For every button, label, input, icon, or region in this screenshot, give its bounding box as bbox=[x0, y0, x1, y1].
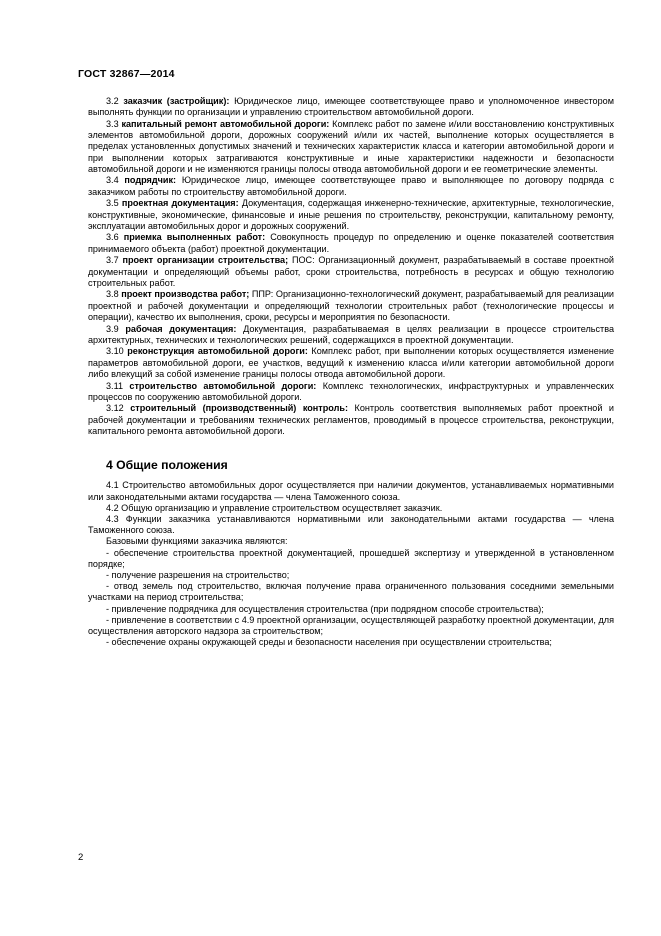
list-item: - обеспечение строительства проектной документацией, прошедшей экспертизу и утвержденной в установленном порядке; bbox=[88, 547, 614, 569]
term-number: 3.3 bbox=[106, 118, 119, 129]
term-3-4 bbox=[88, 175, 614, 197]
term-name: рабочая документация: bbox=[125, 323, 237, 334]
term-definition: Документация, содержащая инженерно-технические, архитектурные, технологические, конструктивные, экономические, финансовые и иные решения по строительству, реконструкции, капитальному ремонту, эксплуатации автомобильных дорог и дорожных сооружений. bbox=[88, 198, 615, 231]
term-3-9 bbox=[88, 324, 614, 346]
term-number: 3.7 bbox=[106, 255, 119, 266]
term-name: реконструкция автомобильной дороги: bbox=[127, 346, 308, 357]
term-name: строительный (производственный) контроль: bbox=[130, 403, 349, 414]
term-number: 3.8 bbox=[106, 289, 119, 300]
term-number: 3.10 bbox=[106, 346, 124, 357]
term-definition: ПОС: Организационный документ, разрабатываемый в составе проектной документации и определяющий объемы работ, сроки строительства, потребность в ресурсах и общую технологию строительных работ. bbox=[88, 255, 614, 288]
paragraph-4-2: 4.2 Общую организацию и управление строительством осуществляет заказчик. bbox=[106, 502, 443, 513]
term-name: заказчик (застройщик): bbox=[123, 96, 230, 106]
list-item: - обеспечение охраны окружающей среды и безопасности населения при осуществлении строительства; bbox=[106, 637, 552, 648]
section-4-body bbox=[88, 480, 614, 648]
term-definition: Юридическое лицо, имеющее соответствующее право и уполномоченное инвестором выполнять функции по организации и управлению строительством автомобильной дороги. bbox=[88, 96, 614, 118]
term-3-12 bbox=[88, 403, 614, 437]
list-item: - отвод земель под строительство, включая получение права ограниченного пользования соседними земельными участками на период строительства; bbox=[88, 581, 614, 603]
page-number: 2 bbox=[78, 852, 84, 863]
term-3-2 bbox=[88, 96, 614, 118]
document-body bbox=[88, 96, 614, 648]
term-name: строительство автомобильной дороги: bbox=[129, 380, 317, 391]
paragraph-4-3: 4.3 Функции заказчика устанавливаются нормативными или законодательными актами государства — члена Таможенного союза. bbox=[88, 513, 614, 536]
paragraph-4-1: 4.1 Строительство автомобильных дорог осуществляется при наличии документов, устанавливаемых нормативными или законодательными актами государства — члена Таможенного союза. bbox=[88, 480, 614, 502]
term-3-10 bbox=[88, 346, 614, 380]
document-header: ГОСТ 32867—2014 bbox=[78, 68, 175, 80]
term-3-6 bbox=[88, 232, 614, 254]
term-number: 3.12 bbox=[106, 403, 124, 414]
term-definition: Комплекс технологических, инфраструктурных и управленческих процессов по сооружению автомобильной дороги. bbox=[88, 380, 614, 402]
term-name: проектная документация: bbox=[121, 198, 239, 209]
term-definition: Юридическое лицо, имеющее соответствующее право и выполняющее по договору подряда с заказчиком работы по строительству автомобильной дороги. bbox=[88, 175, 615, 197]
term-definition: Совокупность процедур по определению и оценке показателей соответствия принимаемого объекта (работ) проектной документации. bbox=[88, 232, 614, 254]
term-3-8 bbox=[88, 289, 614, 323]
term-name: капитальный ремонт автомобильной дороги: bbox=[121, 118, 330, 129]
term-3-11 bbox=[88, 381, 614, 403]
list-item: - привлечение подрядчика для осуществления строительства (при подрядном способе строительства); bbox=[106, 603, 544, 614]
term-3-5 bbox=[88, 198, 614, 232]
terms-section bbox=[88, 96, 614, 437]
term-3-7 bbox=[88, 255, 614, 289]
term-definition: ППР: Организационно-технологический документ, разрабатываемый для реализации проектной и рабочей документации и определяющий технологии строительных работ (технологические процессы и операции), качество их выполнения, сроки, ресурсы и мероприятия по безопасности. bbox=[88, 289, 614, 322]
list-item: - привлечение в соответствии с 4.9 проектной организации, осуществляющей разработку проектной документации, для осуществления авторского надзора за строительством; bbox=[88, 614, 614, 636]
term-name: проект организации строительства; bbox=[122, 255, 289, 266]
term-number: 3.4 bbox=[106, 175, 119, 186]
term-definition: Документация, разрабатываемая в целях реализации в процессе строительства архитектурных, технических и технологических решений, содержащихся в проектной документации. bbox=[88, 323, 615, 345]
term-definition: Комплекс работ по замене и/или восстановлению конструктивных элементов автомобильной дороги, дорожных сооружений и/или их частей, выполнение которых осуществляется в пределах установленных допустимых значений и технических характеристик класса и категории автомобильной дороги и при выполнении которых затрагиваются конструктивные и иные характеристики надежности и безопасности автомобильной дороги и не изменяются границы полосы отвода автомобильной дороги и ее геометрические элементы. bbox=[88, 118, 615, 174]
term-number: 3.5 bbox=[106, 198, 119, 209]
term-number: 3.9 bbox=[106, 323, 119, 334]
section-heading: 4 Общие положения bbox=[106, 458, 228, 473]
term-number: 3.6 bbox=[106, 232, 119, 243]
term-number: 3.2 bbox=[106, 96, 119, 106]
term-3-3 bbox=[88, 119, 614, 175]
term-name: подрядчик: bbox=[124, 175, 177, 186]
term-definition: Контроль соответствия выполняемых работ проектной и рабочей документации и требованиям технических регламентов, проводимый в процессе строительства, реконструкции, капитального ремонта автомобильной дороги. bbox=[88, 403, 615, 436]
term-number: 3.11 bbox=[106, 380, 124, 391]
term-definition: Комплекс работ, при выполнении которых осуществляется изменение параметров автомобильной дороги, ее участков, ведущий к изменению класса и/или категории автомобильной дороги либо влекущий за собой изменение границы полосы отвода автомобильной дороги. bbox=[88, 346, 615, 379]
paragraph-base-functions: Базовыми функциями заказчика являются: bbox=[106, 536, 288, 547]
term-name: проект производства работ; bbox=[121, 289, 250, 300]
term-name: приемка выполненных работ: bbox=[123, 232, 266, 243]
list-item: - получение разрешения на строительство; bbox=[106, 569, 290, 580]
